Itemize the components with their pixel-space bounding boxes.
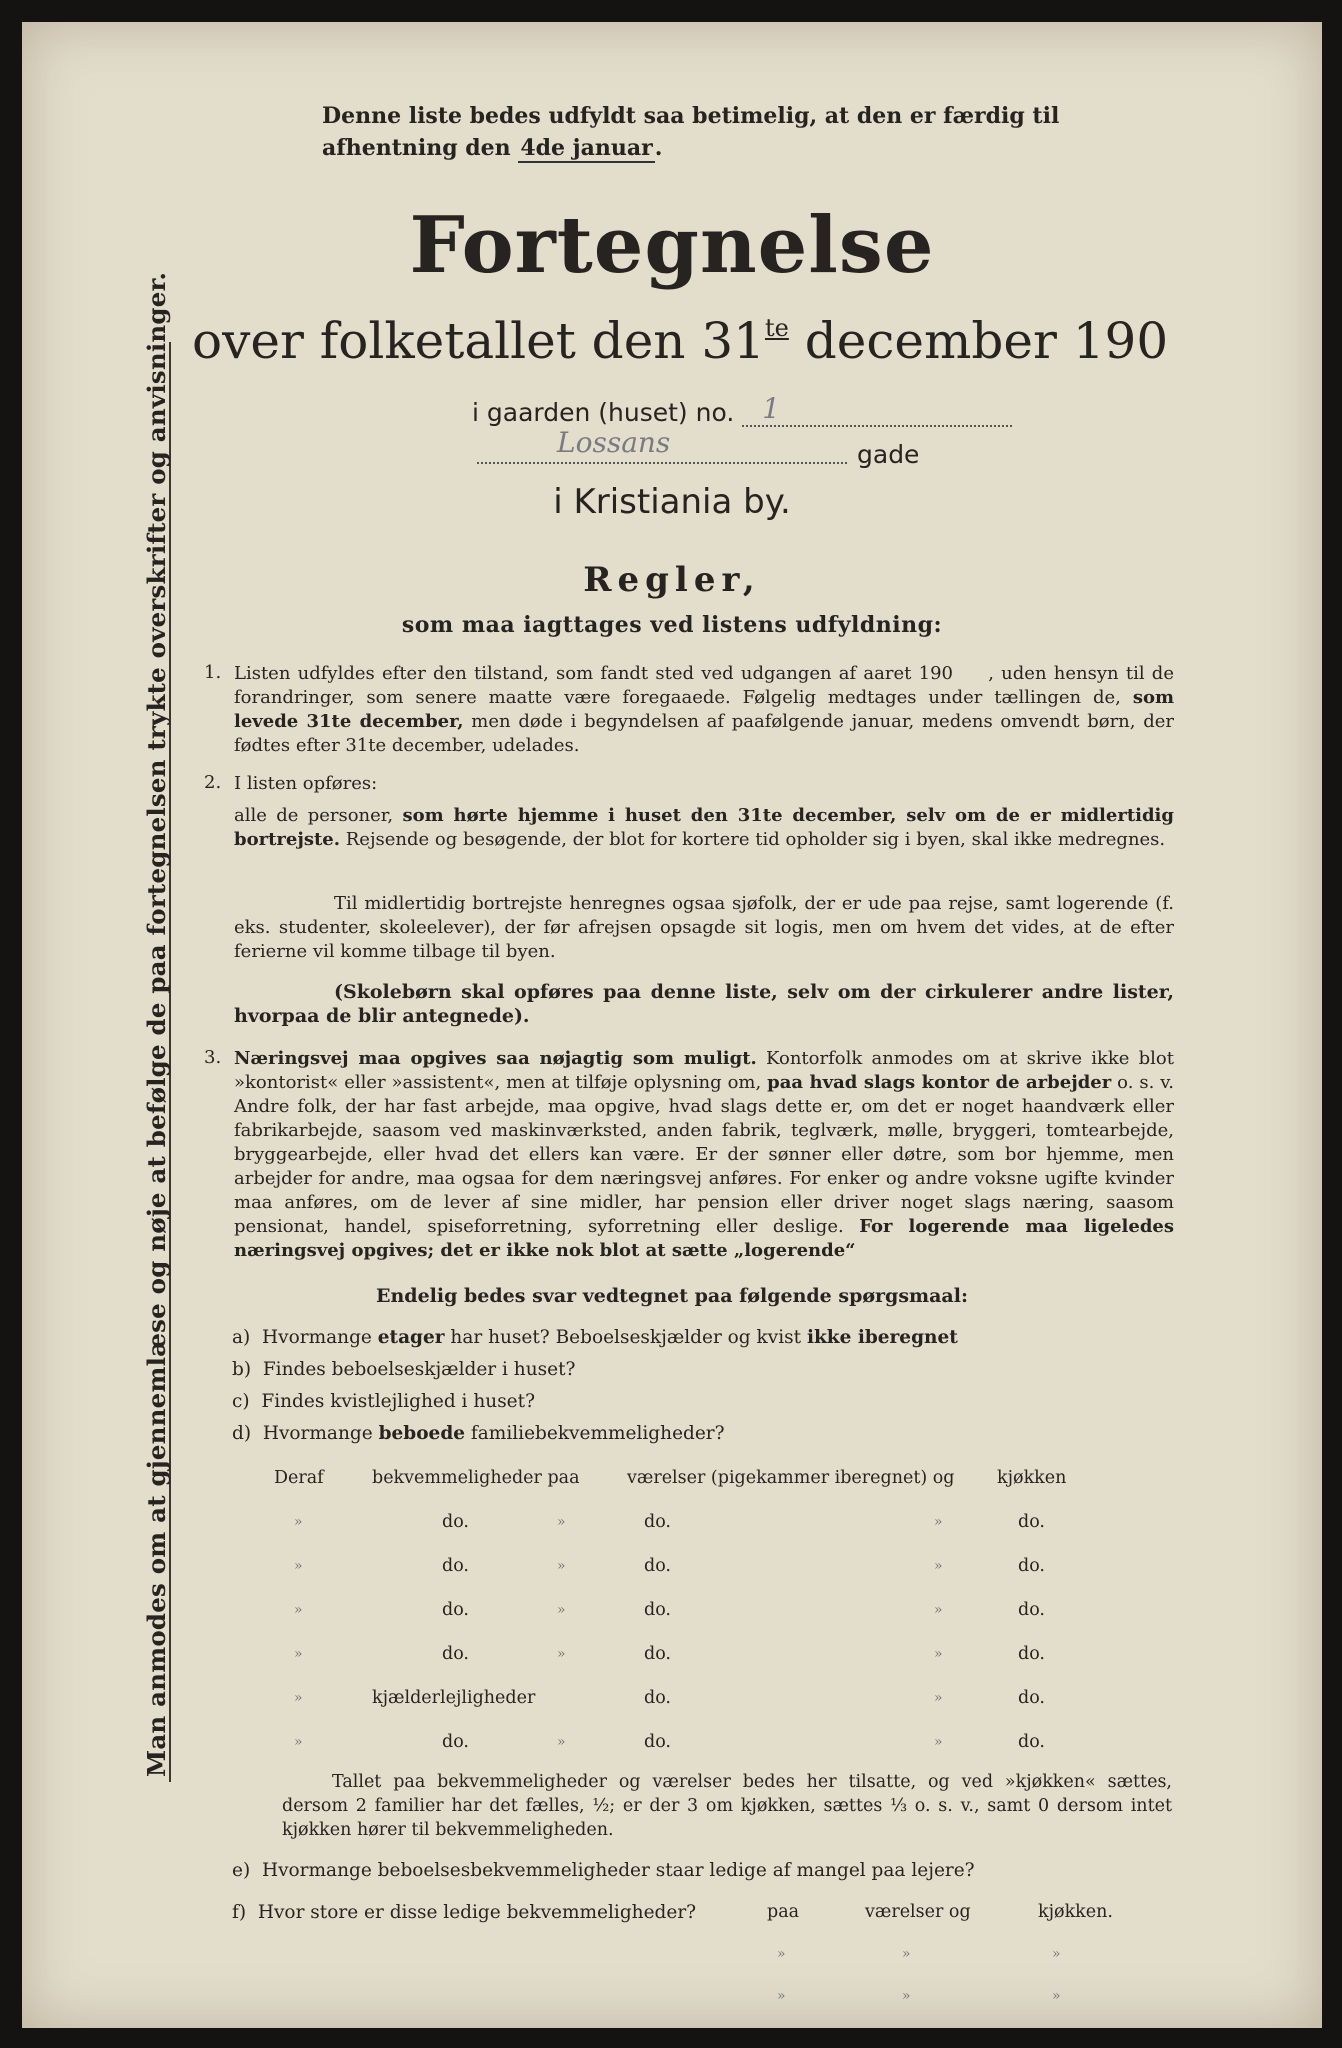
street-suffix: gade [857,440,920,469]
ditto-mark: » [902,1946,911,1962]
house-number-line: i gaarden (huset) no. 1 [472,392,1012,427]
table-header-bekvemmeligheder: bekvemmeligheder paa [372,1468,580,1488]
rules-subtitle: som maa iagttages ved listens udfyldning: [401,612,943,638]
question-f-vaerelser: værelser og [865,1902,971,1922]
table-header-deraf: Deraf [274,1468,324,1488]
questions-intro: Endelig bedes svar vedtegnet paa følgende spørgsmaal: [376,1285,968,1307]
table-header-kjokken: kjøkken [997,1468,1067,1488]
city-line: i Kristiania by. [553,482,791,522]
table-header-vaerelser: værelser (pigekammer iberegnet) og [627,1468,955,1488]
rule-2-number: 2. [204,772,222,793]
question-a: a) Hvormange etager har huset? Beboelseskjælder og kvist ikke iberegnet [232,1327,958,1348]
house-number-value: 1 [762,392,781,425]
table-note: Tallet paa bekvemmeligheder og værelser bedes her tilsatte, og ved »kjøkken« sættes, dersom 2 familier har det fælles, ½; er der 3 om kjøkken, sættes ⅓ o. s. v., samt 0 dersom intet kjøkken hører til bekvemmeligheden. [282,1772,1172,1840]
question-f: f) Hvor store er disse ledige bekvemmeligheder? [232,1902,697,1923]
rule-1-number: 1. [204,662,222,683]
ditto-mark: » [777,1988,786,2004]
rule-2-paragraph-3: (Skolebørn skal opføres paa denne liste, selv om der cirkulerer andre lister, hvorpaa de blir antegnede). [234,981,1174,1027]
street-field [477,422,847,464]
question-f-kjokken: kjøkken. [1038,1902,1113,1922]
question-d: d) Hvormange beboede familiebekvemmeligheder? [232,1423,725,1444]
rule-2-paragraph-2: Til midlertidig bortrejste henregnes ogsaa sjøfolk, der er ude paa rejse, samt logerende (f. eks. studenter, skoleelever), der før afrejsen opsagde sit logis, men om hvem det vides, at de efter ferierne vil komme tilbage til byen. [234,893,1174,962]
header-line-2: afhentning den 4de januar. [322,135,663,161]
rule-2-text: alle de personer, som hørte hjemme i huset den 31te december, selv om de er midlertidig bortrejste. Rejsende og besøgende, der blot for kortere tid opholder sig i byen, skal ikke medregnes. [234,805,1174,850]
rule-2-heading: I listen opføres: [234,773,378,794]
question-f-paa: paa [767,1902,800,1922]
page-title: Fortegnelse [409,200,935,291]
ditto-mark: » [1052,1946,1061,1962]
rule-3-text: Næringsvej maa opgives saa nøjagtig som muligt. Kontorfolk anmodes om at skrive ikke blot »kontorist« eller »assistent«, men at tilføje oplysning om, paa hvad slags kontor de arbejder o. s. v. Andre folk, der har fast arbejde, maa opgive, hvad slags dette er, om det er noget haandværk eller fabrikarbejde, saasom ved maskinværksted, anden fabrik, teglværk, mølle, bryggeri, tomtearbejde, bryggearbejde, eller hvad det ellers kan være. Er der sønner eller døtre, som bor hjemme, men arbejder for andre, maa ogsaa for dem næringsvej anføres. For enker og andre voksne ugifte kvinder maa anføres, om de lever af sine midler, har pension eller driver noget slags næring, saasom pensionat, handel, spiseforretning, syforretning eller deslige. For logerende maa ligeledes næringsvej opgives; det er ikke nok blot at sætte „logerende“ [234,1048,1175,1261]
header-line-1: Denne liste bedes udfyldt saa betimelig, at den er færdig til [322,103,1060,129]
street-name-value: Lossans [557,426,671,459]
ditto-mark: » [902,1988,911,2004]
sidebar-instruction: Man anmodes om at gjennemlæse og nøje at befølge de paa fortegnelsen trykte overskrifter og anvisninger. [142,271,171,1777]
ditto-mark: » [777,1946,786,1962]
ditto-mark: » [1052,1988,1061,2004]
question-b: b) Findes beboelseskjælder i huset? [232,1359,576,1380]
rule-3-number: 3. [204,1047,222,1068]
question-c: c) Findes kvistlejlighed i huset? [232,1391,535,1412]
census-form-page: Man anmodes om at gjennemlæse og nøje at befølge de paa fortegnelsen trykte overskrifter og anvisninger. Denne liste bedes udfyldt saa betimelig, at den er færdig til afhentning den 4de januar. Fortegnelse over folketallet den $31^{te}$ december 190 i gaarden (huset) no. 1 Lossans gade i Kristiania by. Regler, som maa iagttages ved listens udfyldning: 1. Listen udfyldes efter den tilstand, som fandt sted ved udgangen af aaret 190 , uden hensyn til de forandringer, som senere maatte være foregaaede. Følgelig medtages under tællingen de, som levede 31te december, men døde i begyndelsen af paafølgende januar, medens omvendt børn, der fødtes efter 31te december, udelades. 2. I listen opføres: alle de personer, som hørte hjemme i huset den 31te december, selv om de er midlertidig bortrejste. Rejsende og besøgende, der blot for kortere tid opholder sig i byen, skal ikke medregnes. Til midlertidig bortrejste henregnes ogsaa sjøfolk, der er ude paa rejse, samt logerende (f. eks. studenter, skoleelever), der før afrejsen opsagde sit logis, men om hvem det vides, at de efter ferierne vil komme tilbage til byen. (Skolebørn skal opføres paa denne liste, selv om der cirkulerer andre lister, hvorpaa de blir antegnede). 3. Næringsvej maa opgives saa nøjagtig som muligt. Kontorfolk anmodes om at skrive ikke blot »kontorist« eller »assistent«, men at tilføje oplysning om, paa hvad slags kontor de arbejder o. s. v. Andre folk, der har fast arbejde, maa opgive, hvad slags dette er, om det er noget haandværk eller fabrikarbejde, saasom ved maskinværksted, anden fabrik, teglværk, mølle, bryggeri, tomtearbejde, bryggearbejde, eller hvad det ellers kan være. Er der sønner eller døtre, som bor hjemme, men arbejder for andre, maa ogsaa for dem næringsvej anføres. For enker og andre voksne ugifte kvinder maa anføres, om de lever af sine midler, har pension eller driver noget slags næring, saasom pensionat, handel, spiseforretning, syforretning eller deslige. For logerende maa ligeledes næringsvej opgives; det er ikke nok blot at sætte „logerende“ Endelig bedes svar vedtegnet paa følgende spørgsmaal: a) Hvormange etager har huset? Beboelseskjælder og kvist ikke iberegnet b) Findes beboelseskjælder i huset? c) Findes kvistlejlighed i huset? d) Hvormange beboede familiebekvemmeligheder? Deraf bekvemmeligheder paa værelser (pigekammer iberegnet) og kjøkken » do. » do. » do. » do. » do. » do. » do. » do. » do. » do. » do. » do. » kjælderlejligheder do. » do. » do. » do. » do. Tallet paa bekvemmeligheder og værelser bedes her tilsatte, og ved »kjøkken« sættes, dersom 2 familier har det fælles, ½; er der 3 om kjøkken, sættes ⅓ o. s. v., samt 0 dersom intet kjøkken hører til bekvemmeligheden. e) Hvormange beboelsesbekvemmeligheder staar ledige af mangel paa lejere? f) Hvor store er disse ledige bekvemmeligheder? paa værelser og kjøkken. » » » » » » [22,22,1322,2028]
pickup-date: 4de januar [520,135,653,161]
header-notice [322,100,1222,164]
question-e: e) Hvormange beboelsesbekvemmeligheder staar ledige af mangel paa lejere? [232,1860,975,1881]
rule-1-text: Listen udfyldes efter den tilstand, som fandt sted ved udgangen af aaret 190 , uden hensyn til de forandringer, som senere maatte være foregaaede. Følgelig medtages under tællingen de, som levede 31te december, men døde i begyndelsen af paafølgende januar, medens omvendt børn, der fødtes efter 31te december, udelades. [234,663,1174,756]
page-subtitle: over folketallet den $31^{te}$ december 190 [192,312,1169,370]
rules-title: Regler, [583,560,761,600]
